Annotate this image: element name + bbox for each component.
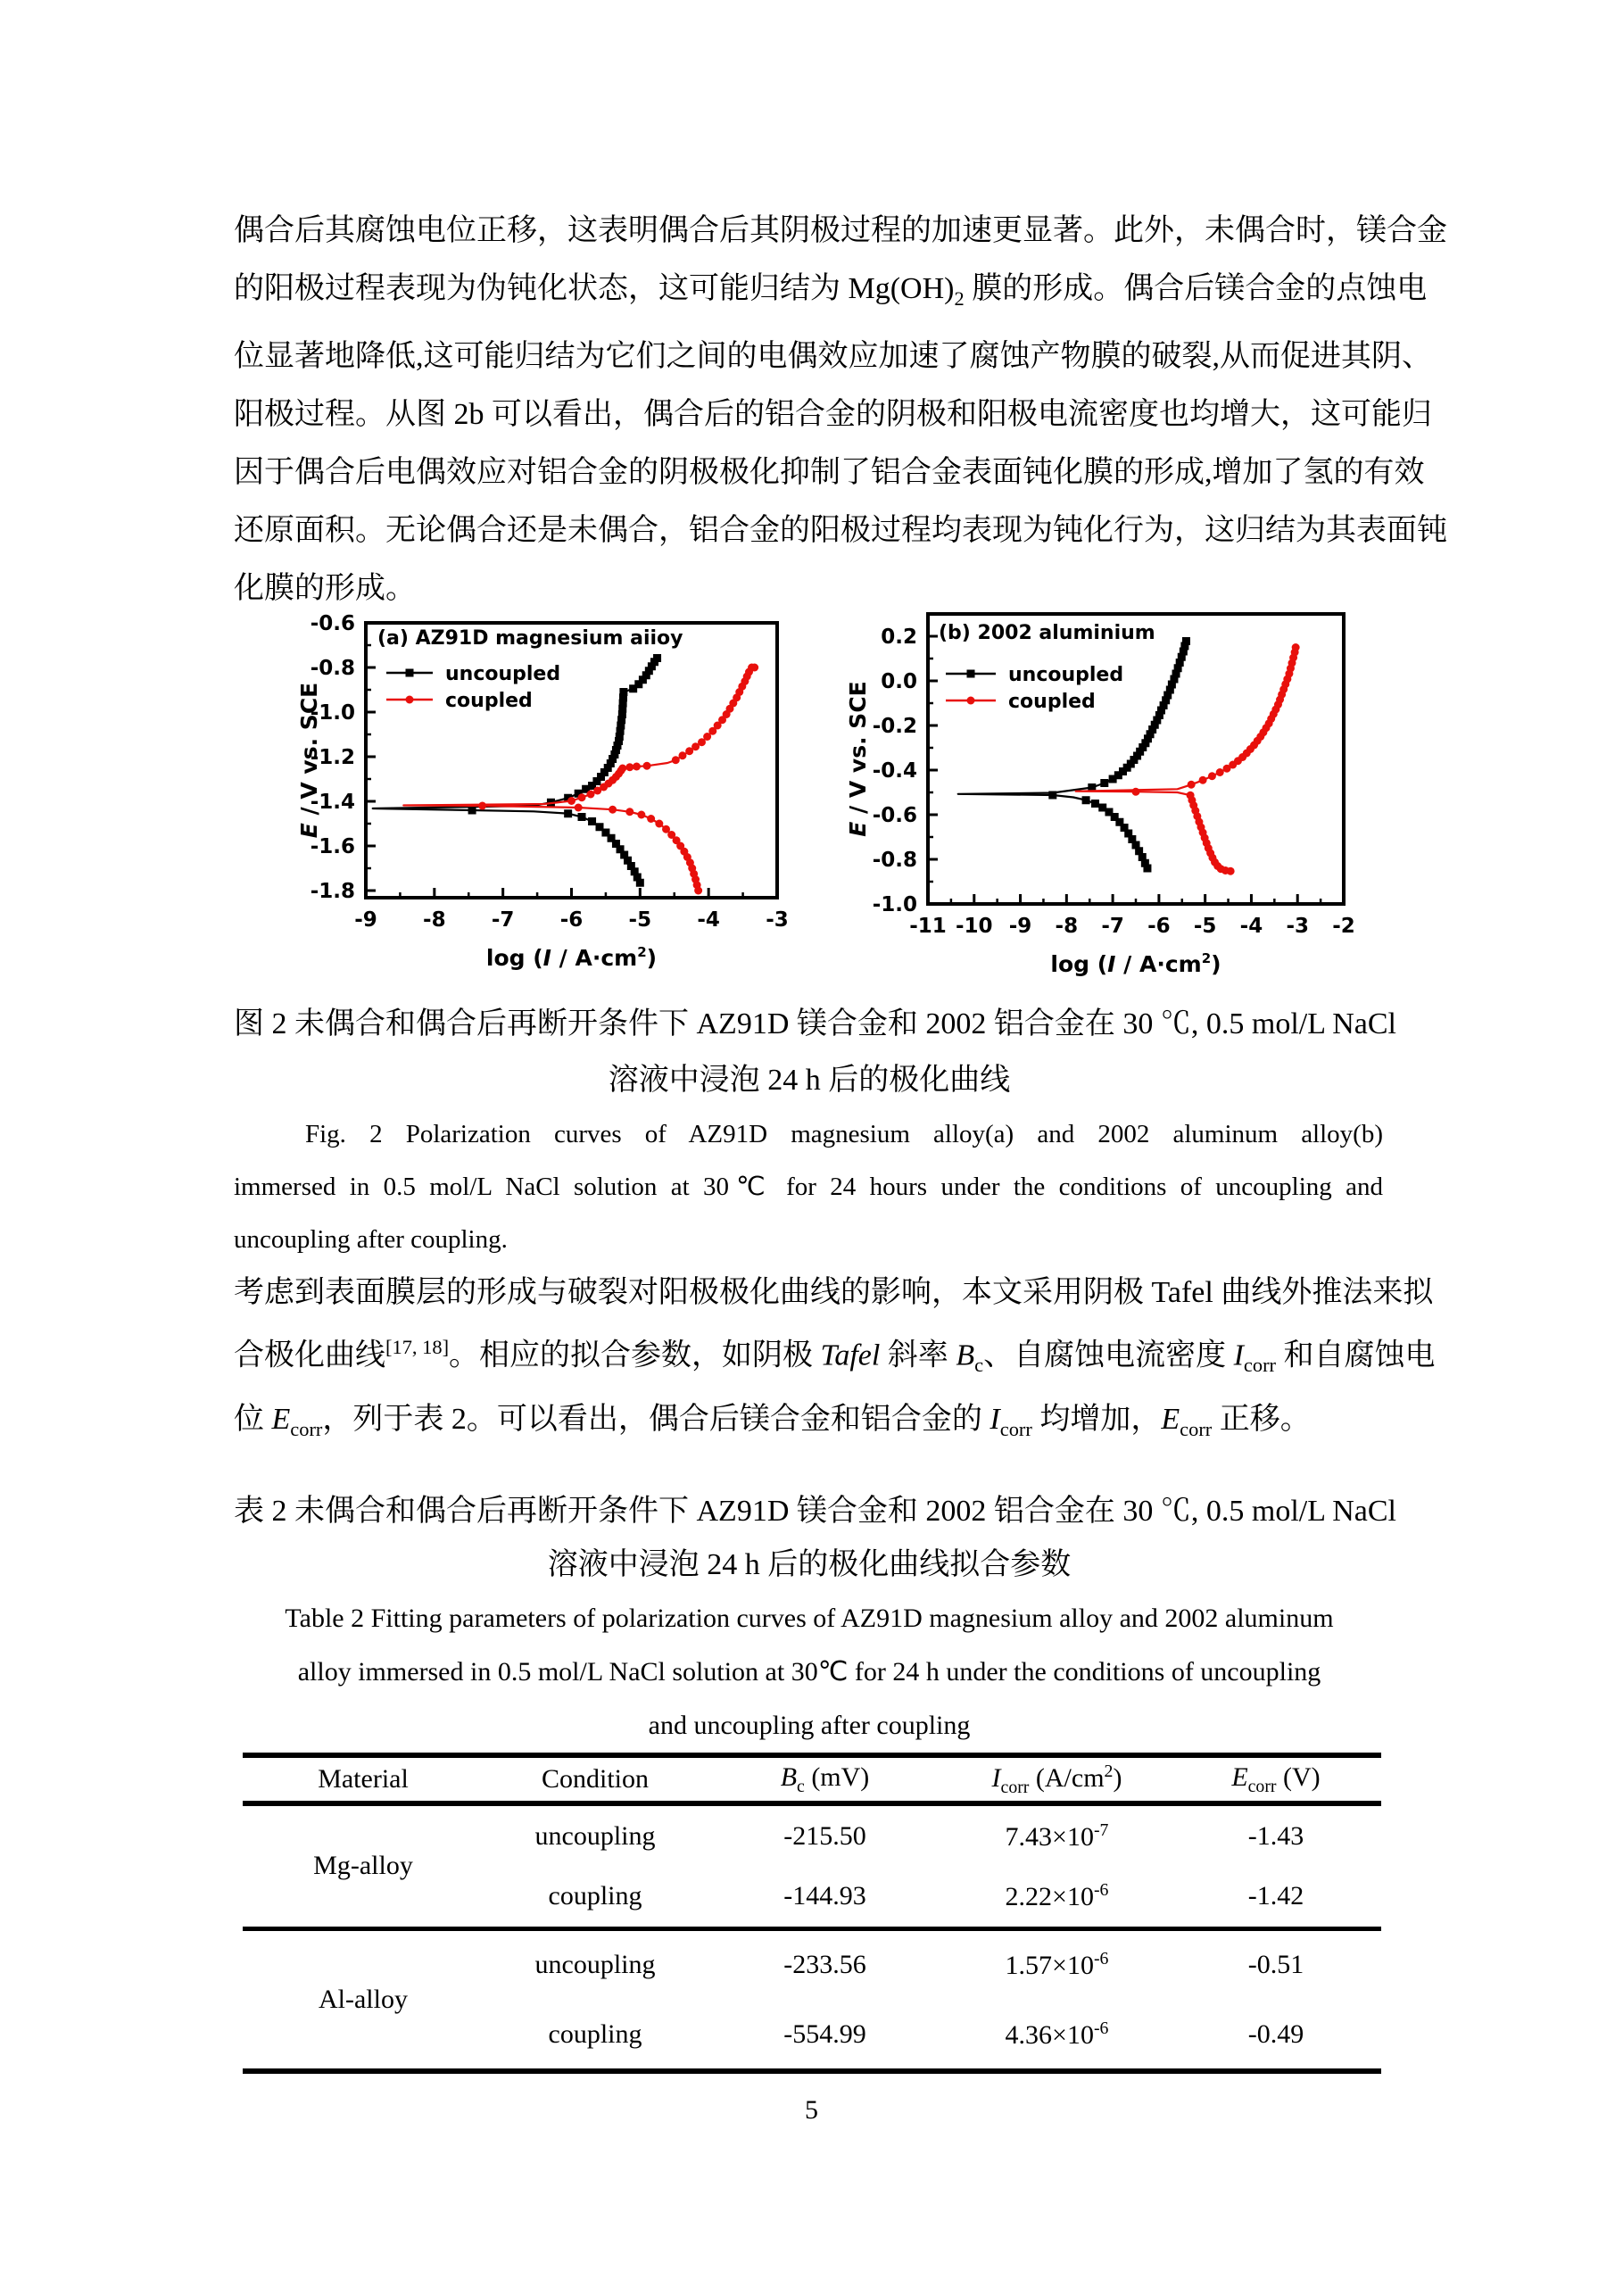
ecorr-cell: -1.42 [1247,1880,1304,1911]
y-tick-label: 0.2 [881,626,917,649]
y-tick-label: -0.6 [872,804,917,827]
y-tick-label: -0.2 [872,715,917,738]
icorr-cell: $2.22\times 10^{-6}$ [1005,1879,1109,1911]
axes [311,612,789,932]
y-tick-label: -0.6 [310,612,355,635]
x-tick-label: -7 [491,908,515,932]
y-tick-label: -0.8 [872,849,917,872]
panel-title: (b) 2002 aluminium [939,622,1155,644]
y-tick-label: -1.6 [310,835,355,858]
ecorr-cell: -1.43 [1247,1820,1304,1851]
x-tick-label: -4 [697,908,720,932]
text-line: 合极化曲线[17, 18]。相应的拟合参数，如阴极 Tafel 斜率 $B_c$、自腐蚀电流密度 $I_{corr}$ 和自腐蚀电 [234,1336,1436,1377]
fitting-parameters-table [243,1753,1381,2074]
table-caption-en-line2: alloy immersed in 0.5 mol/L NaCl solution at 30℃ for 24 h under the conditions of uncoupling [297,1657,1321,1687]
material-cell: Al-alloy [243,1928,484,2071]
legend [386,663,560,712]
text-line: 偶合后其腐蚀电位正移，这表明偶合后其阴极过程的加速更显著。此外，未偶合时，镁合金 [234,214,1447,247]
legend [946,664,1123,713]
body-paragraph-1 [234,202,1447,618]
x-tick-label: -8 [1055,915,1079,938]
x-axis-title: $\log (I / A\cdot cm^2)$ [485,944,658,971]
y-tick-label: 0.0 [881,670,917,693]
text-line: immersed in 0.5 mol/L NaCl solution at 30℃ for 24 hours under the conditions of uncoupling and [234,1173,1383,1201]
figure-2b-polarization-chart [846,612,1399,987]
x-tick-label: -9 [1008,915,1032,938]
header-bc: $B_c$ (mV) [707,1755,943,1803]
chart-a-svg [297,612,832,987]
icorr-cell: $4.36\times 10^{-6}$ [1005,2018,1109,2050]
text-line: 化膜的形成。 [234,571,416,605]
text-line: 考虑到表面膜层的形成与破裂对阳极极化曲线的影响，本文采用阴极 Tafel 曲线外推法来拟 [234,1276,1434,1309]
x-tick-label: -6 [1147,915,1171,938]
header-material: Material [243,1755,484,1803]
y-axis-title: E / V vs. SCE [297,682,322,839]
bc-cell: -554.99 [783,2018,866,2049]
legend-label: uncoupled [1008,664,1124,686]
legend-label: coupled [1008,691,1096,713]
figure-caption-chinese [234,996,1396,1108]
text-line: 位 $E_{corr}$，列于表 2。可以看出，偶合后镁合金和铝合金的 $I_{corr}$ 均增加，$E_{corr}$ 正移。 [234,1403,1311,1440]
x-tick-label: -5 [1193,915,1217,938]
chart-b-svg [846,612,1399,987]
figure-2a-polarization-chart [297,612,832,987]
x-tick-label: -6 [559,908,584,932]
header-ecorr: $E_{corr}$ (V) [1171,1755,1381,1803]
body-paragraph-2 [234,1265,1436,1456]
bc-cell: -233.56 [707,1928,943,2000]
icorr-cell: $7.43\times 10^{-7}$ [1005,1819,1109,1852]
y-tick-label: -0.8 [310,657,355,680]
header-condition: Condition [484,1755,707,1803]
text-line: uncoupling after coupling. [234,1225,508,1254]
page-number: 5 [805,2095,818,2125]
x-tick-label: -11 [909,915,947,938]
condition-cell: coupling [548,2018,642,2049]
legend-label: uncoupled [445,663,561,685]
y-tick-label: -1.0 [310,701,355,725]
text-line: 的阳极过程表现为伪钝化状态，这可能归结为 $Mg(OH)_2$ 膜的形成。偶合后镁合金的点蚀电 [234,272,1428,310]
legend-label: coupled [445,690,533,712]
condition-cell: uncoupling [484,1928,707,2000]
figure-caption-cn-line2: 溶液中浸泡 24 h 后的极化曲线 [608,1064,1011,1097]
x-tick-label: -5 [628,908,652,932]
ecorr-cell: -0.49 [1247,2018,1304,2049]
table-row [243,1928,1381,2000]
plot-frame [366,623,777,898]
panel-title: (a) AZ91D magnesium aiioy [377,627,683,650]
table-caption [234,1485,1396,1753]
table-caption-en-line1: Table 2 Fitting parameters of polarization curves of AZ91D magnesium alloy and 2002 aluminum [285,1604,1334,1633]
text-line: 因于偶合后电偶效应对铝合金的阴极极化抑制了铝合金表面钝化膜的形成,增加了氢的有效 [234,455,1425,489]
bc-cell: -215.50 [783,1820,866,1851]
ecorr-cell: -0.51 [1171,1928,1381,2000]
y-tick-label: -1.0 [872,893,917,916]
x-tick-label: -4 [1239,915,1263,938]
y-tick-label: -1.4 [310,791,355,814]
condition-cell: coupling [548,1880,642,1911]
table-row [243,1803,1381,1866]
table-caption-en-line3: and uncoupling after coupling [648,1711,971,1740]
x-tick-label: -2 [1332,915,1355,938]
condition-cell: uncoupling [534,1820,656,1851]
figure-caption-cn-line1: 图 2 未偶合和偶合后再断开条件下 AZ91D 镁合金和 2002 铝合金在 30 ℃, 0.5 mol/L NaCl [234,1007,1396,1040]
y-axis-title: E / V vs. SCE [846,681,871,837]
bc-cell: -144.93 [783,1880,866,1911]
x-axis-title: $\log (I / A\cdot cm^2)$ [1050,950,1221,977]
icorr-cell: $1.57\times 10^{-6}$ [943,1928,1171,2000]
text-line: 阳极过程。从图 2b 可以看出，偶合后的铝合金的阴极和阳极电流密度也均增大，这可能归 [234,397,1432,431]
text-line: 位显著地降低,这可能归结为它们之间的电偶效应加速了腐蚀产物膜的破裂,从而促进其阴、 [234,339,1432,373]
y-tick-label: -1.2 [310,746,355,769]
x-tick-label: -8 [423,908,446,932]
header-icorr: $I_{corr}$ $(A/cm^2)$ [943,1755,1171,1803]
material-cell: Mg-alloy [313,1851,413,1881]
figure-caption-english [234,1108,1383,1266]
x-tick-label: -10 [955,915,993,938]
table-header-row [243,1755,1381,1803]
x-tick-label: -3 [1286,915,1310,938]
x-tick-label: -7 [1101,915,1124,938]
y-tick-label: -0.4 [872,759,917,783]
x-tick-label: -3 [766,908,789,932]
table-caption-cn-line1: 表 2 未偶合和偶合后再断开条件下 AZ91D 镁合金和 2002 铝合金在 30 ℃, 0.5 mol/L NaCl [234,1495,1396,1528]
text-line: 还原面积。无论偶合还是未偶合，铝合金的阳极过程均表现为钝化行为，这归结为其表面钝 [234,513,1447,547]
y-tick-label: -1.8 [310,880,355,903]
x-tick-label: -9 [354,908,377,932]
text-line: Fig. 2 Polarization curves of AZ91D magnesium alloy(a) and 2002 aluminum alloy(b) [305,1120,1383,1148]
table-caption-cn-line2: 溶液中浸泡 24 h 后的极化曲线拟合参数 [547,1548,1072,1581]
